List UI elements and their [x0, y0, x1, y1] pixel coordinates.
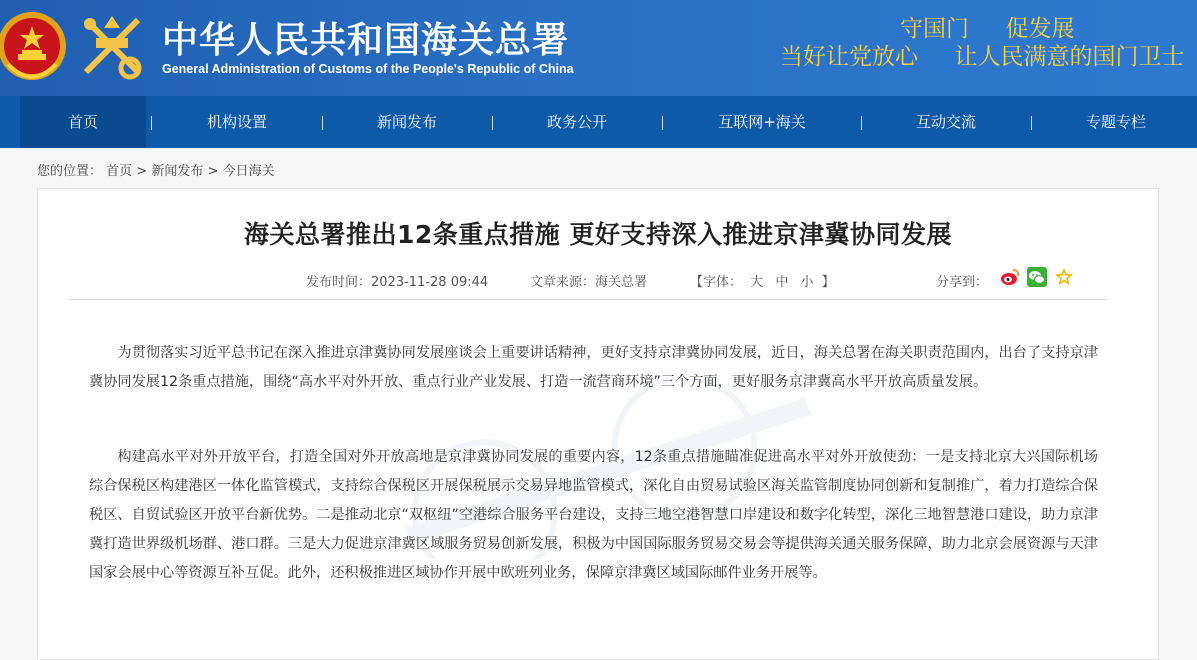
font-size-small-button[interactable]: 小: [800, 275, 814, 290]
nav-item-government-affairs[interactable]: 政务公开: [546, 113, 607, 131]
font-size-label: 【字体：: [690, 275, 743, 290]
font-size-medium-button[interactable]: 中: [775, 275, 789, 290]
weibo-icon[interactable]: [1000, 267, 1020, 287]
meta-divider: [69, 299, 1107, 300]
breadcrumb-separator: >: [207, 164, 219, 179]
publish-time-label: 发布时间：: [306, 275, 372, 290]
font-size-large-button[interactable]: 大: [750, 275, 764, 290]
font-size-control: [690, 271, 835, 290]
site-title-en: General Administration of Customs of the People's Republic of China: [162, 62, 574, 76]
breadcrumb-today-link[interactable]: 今日海关: [222, 164, 275, 179]
publish-time-value: 2023-11-28 09:44: [371, 275, 489, 290]
slogan-line-2: 当好让党放心 让人民满意的国门卫士: [780, 44, 1185, 70]
nav-item-home[interactable]: 首页: [20, 96, 146, 148]
share-label: 分享到：: [936, 275, 989, 290]
source-label: 文章来源：: [530, 275, 596, 290]
customs-logo-icon: [76, 10, 148, 82]
breadcrumb: [37, 160, 275, 179]
font-size-close: 】: [821, 275, 835, 290]
site-title-cn: 中华人民共和国海关总署: [162, 19, 570, 61]
article-paragraph: 为贯彻落实习近平总书记在深入推进京津冀协同发展座谈会上重要讲话精神，更好支持京津冀协同发展，近日，海关总署在海关职责范围内，出台了支持京津冀协同发展12条重点措施，围绕“高水平对外开放、重点行业产业发展、打造一流营商环境”三个方面，更好服务京津冀高水平开放高质量发展。: [89, 345, 1098, 390]
nav-item-special-topics[interactable]: 专题专栏: [1085, 113, 1146, 131]
article-title: 海关总署推出12条重点措施 更好支持深入推进京津冀协同发展: [244, 220, 952, 249]
national-emblem-icon: [0, 4, 68, 90]
publish-time: [306, 271, 488, 290]
breadcrumb-news-link[interactable]: 新闻发布: [151, 164, 204, 179]
nav-item-organization[interactable]: 机构设置: [206, 113, 267, 131]
wechat-icon[interactable]: [1027, 267, 1047, 287]
site-header: [0, 0, 1197, 96]
article-source: [530, 271, 647, 290]
nav-item-internet-customs[interactable]: 互联网+海关: [718, 113, 806, 131]
breadcrumb-prefix: 您的位置：: [37, 164, 103, 179]
main-nav: [0, 96, 1197, 148]
nav-item-interaction[interactable]: 互动交流: [915, 113, 976, 131]
nav-separator: [1031, 116, 1032, 130]
nav-separator: [151, 116, 152, 130]
nav-separator: [861, 116, 862, 130]
source-value: 海关总署: [595, 275, 648, 290]
nav-item-news[interactable]: 新闻发布: [376, 113, 437, 131]
breadcrumb-home-link[interactable]: 首页: [106, 164, 133, 179]
article-paragraph: 构建高水平对外开放平台，打造全国对外开放高地是京津冀协同发展的重要内容，12条重点措施瞄准促进高水平对外开放使劲：一是支持北京大兴国际机场综合保税区构建港区一体化监管模式，支持综合保税区开展保税展示交易异地监管模式，深化自由贸易试验区海关监管制度协同创新和复制推广，着力打造综合保税区、自贸试验区开放平台新优势。二是推动北京“双枢纽”空港综合服务平台建设，支持三地空港智慧口岸建设和数字化转型，深化三地智慧港口建设，助力京津冀打造世界级机场群、港口群。三是大力促进京津冀区域服务贸易创新发展，积极为中国国际服务贸易交易会等提供海关通关服务保障，助力北京会展资源与天津国家会展中心等资源互补互促。此外，还积极推进区域协作开展中欧班列业务，保障京津冀区域国际邮件业务开展等。: [89, 449, 1098, 581]
favorite-star-icon[interactable]: [1054, 267, 1074, 287]
nav-separator: [322, 116, 323, 130]
article-card: [37, 188, 1159, 660]
breadcrumb-separator: >: [136, 164, 148, 179]
nav-separator: [492, 116, 493, 130]
slogan-line-1: 守国门 促发展: [900, 16, 1075, 42]
nav-separator: [662, 116, 663, 130]
